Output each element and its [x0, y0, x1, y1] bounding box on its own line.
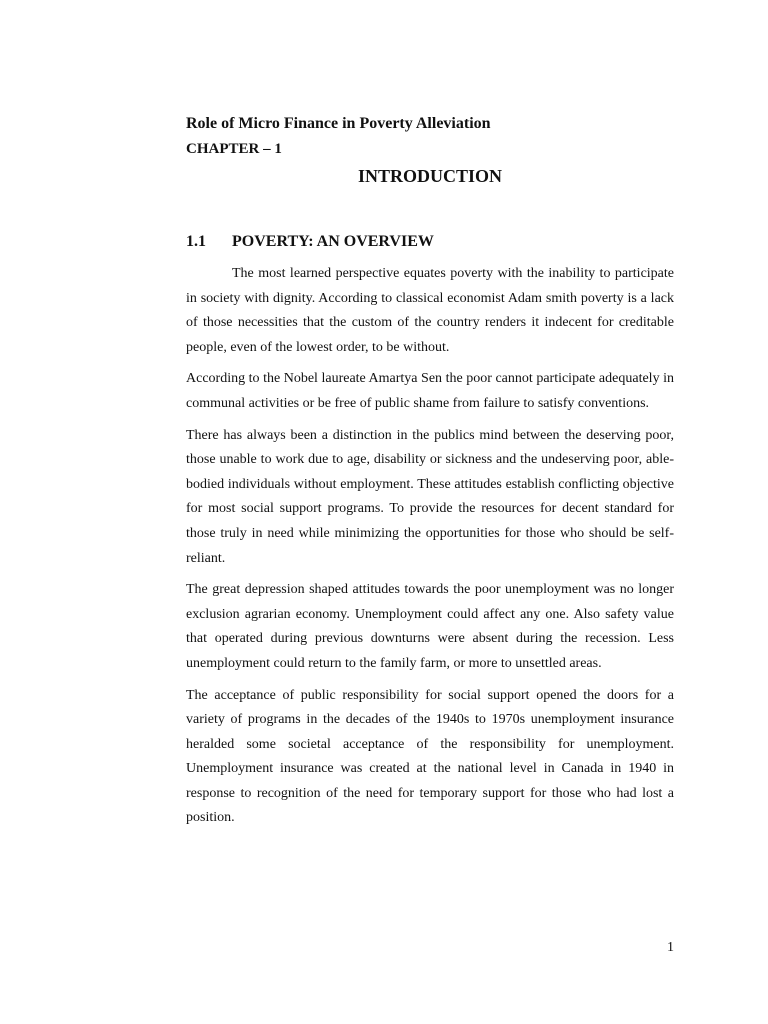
page-number: 1 — [667, 940, 674, 955]
running-title: Role of Micro Finance in Poverty Alleviation — [186, 115, 491, 132]
section-title: POVERTY: AN OVERVIEW — [232, 233, 434, 250]
main-heading: INTRODUCTION — [357, 166, 503, 186]
section-number: 1.1 — [186, 233, 206, 250]
paragraph: According to the Nobel laureate Amartya Sen the poor cannot participate adequately in communal activities or be free of public shame from failure to satisfy conventions. — [186, 371, 674, 411]
paragraph: The most learned perspective equates poverty with the inability to participate in society with dignity. According to classical economist Adam smith poverty is a lack of those necessities that the custom of the country renders it indecent for creditable people, even of the lowest order, to be without. — [186, 266, 674, 355]
paragraph: There has always been a distinction in the publics mind between the deserving poor, those unable to work due to age, disability or sickness and the undeserving poor, able-bodied individuals without employment. These attitudes establish conflicting objective for most social support programs. To provide the resources for decent standard for those truly in need while minimizing the opportunities for those who should be self-reliant. — [186, 427, 674, 566]
paragraph: The great depression shaped attitudes towards the poor unemployment was no longer exclusion agrarian economy. Unemployment could affect any one. Also safety value that operated during previous downturns were absent during the recession. Less unemployment could return to the family farm, or more to unsettled areas. — [186, 582, 674, 671]
document-page — [186, 112, 674, 838]
section-heading — [186, 230, 674, 254]
paragraph: The acceptance of public responsibility for social support opened the doors for a variety of programs in the decades of the 1940s to 1970s unemployment insurance heralded some societal acceptance of the responsibility for unemployment. Unemployment insurance was created at the national level in Canada in 1940 in response to recognition of the need for temporary support for those who had lost a position. — [186, 687, 674, 826]
chapter-label: CHAPTER – 1 — [186, 141, 282, 157]
